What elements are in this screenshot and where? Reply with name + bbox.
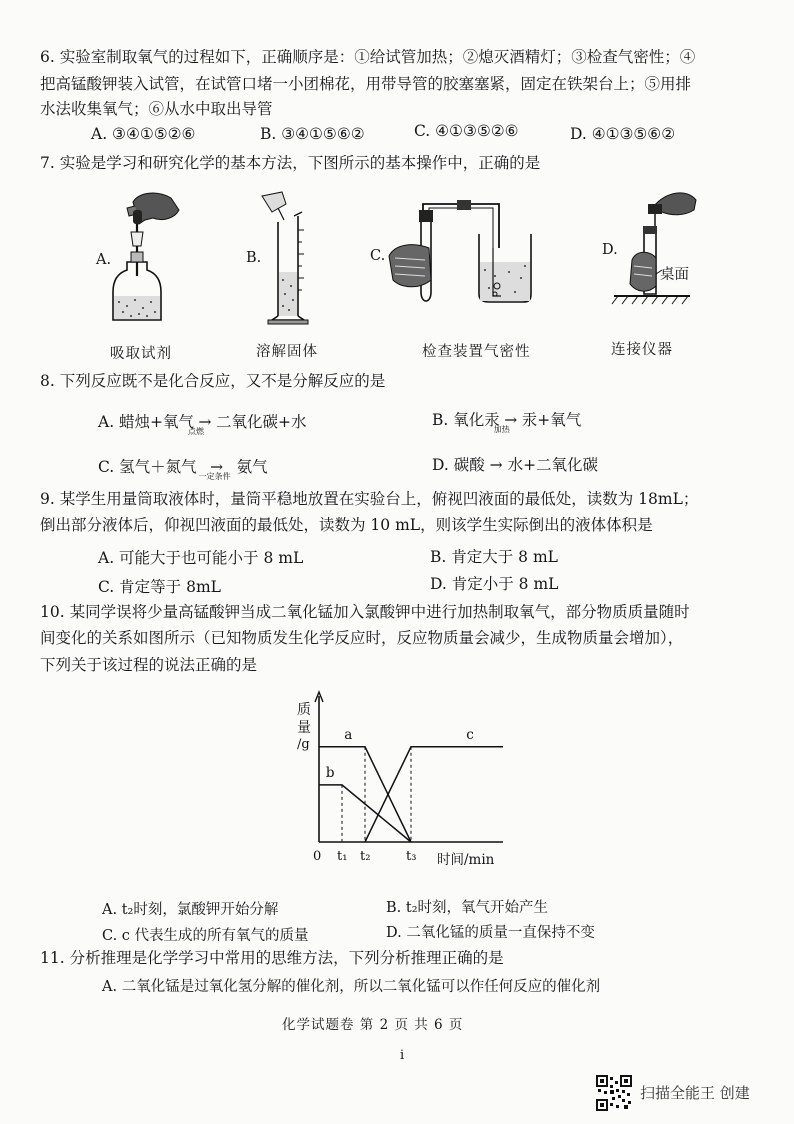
page-footer: 化学试题卷 第 2 页 共 6 页 (282, 1017, 464, 1033)
q8-b-condition: 加热 (493, 425, 510, 434)
q10-option-a: A. t₂时刻，氯酸钾开始分解 (102, 902, 279, 918)
x-tick-label-t3: t₃ (406, 849, 417, 864)
origin-label: 0 (313, 849, 322, 864)
stray-mark: i (400, 1048, 405, 1063)
y-axis-label-2: 量 (297, 720, 311, 736)
q6-option-b: B. ③④①⑤⑥② (260, 125, 365, 143)
y-axis-label-3: /g (297, 737, 310, 752)
y-axis-label-1: 质 (297, 702, 311, 718)
q8-c-condition: 一定条件 (198, 472, 231, 481)
q10-line-3: 下列关于该过程的说法正确的是 (40, 656, 258, 674)
q7-label-b: B. (246, 250, 262, 266)
qr-code-icon (596, 1075, 632, 1111)
q6-option-d: D. ④①③⑤⑥② (570, 125, 676, 143)
q6-line-3: 水法收集氧气；⑥从水中取出导管 (40, 100, 273, 118)
q6-line-1: 6. 实验室制取氧气的过程如下，正确顺序是：①给试管加热；②熄灭酒精灯；③检查气密性；④ (40, 48, 696, 66)
x-tick-label-t2: t₂ (360, 849, 371, 864)
mass-time-chart (295, 692, 535, 872)
q8-option-a: A. 蜡烛+氧气 → 点燃 二氧化碳+水 (98, 413, 307, 436)
q8-a-condition: 点燃 (188, 427, 205, 436)
q7-caption-c: 检查装置气密性 (422, 344, 531, 360)
q7-label-a: A. (96, 252, 112, 268)
q7-caption-a: 吸取试剂 (110, 346, 172, 362)
q9-line-1: 9. 某学生用量筒取液体时，量筒平稳地放置在实验台上，俯视凹液面的最低处，读数为 18mL； (40, 490, 699, 508)
q7-desk-label: 桌面 (660, 267, 689, 283)
q7-caption-b: 溶解固体 (256, 344, 318, 360)
q10-line-1: 10. 某同学误将少量高锰酸钾当成二氧化锰加入氯酸钾中进行加热制取氧气，部分物质质量随时 (40, 603, 690, 621)
q9-line-2: 倒出部分液体后，仰视凹液面的最低处，读数为 10 mL，则该学生实际倒出的液体体积是 (40, 516, 653, 534)
q8-option-b: B. 氧化汞 → 加热 汞+氧气 (432, 411, 582, 434)
q9-option-c: C. 肯定等于 8mL (98, 578, 221, 596)
figure-d-connect-apparatus (610, 186, 710, 326)
q10-option-d: D. 二氧化锰的质量一直保持不变 (386, 925, 595, 941)
series-label-a: a (344, 726, 353, 743)
q7-stem: 7. 实验是学习和研究化学的基本方法，下图所示的基本操作中，正确的是 (40, 154, 541, 172)
q9-option-a: A. 可能大于也可能小于 8 mL (98, 549, 304, 567)
q7-caption-d: 连接仪器 (611, 342, 673, 358)
q8-stem: 8. 下列反应既不是化合反应，又不是分解反应的是 (40, 372, 386, 390)
q8-option-c: C. 氢气＋氮气 → 一定条件 氨气 (98, 458, 268, 481)
q6-option-a: A. ③④①⑤②⑥ (91, 125, 196, 143)
series-label-b: b (325, 764, 335, 781)
q10-option-b: B. t₂时刻，氧气开始产生 (386, 900, 549, 916)
q9-option-d: D. 肯定小于 8 mL (430, 575, 559, 593)
figure-b-cylinder (258, 190, 318, 330)
q11-option-a: A. 二氧化锰是过氧化氢分解的催化剂，所以二氧化锰可以作任何反应的催化剂 (102, 979, 601, 995)
x-tick-label-t1: t₁ (337, 849, 348, 864)
q10-option-c: C. c 代表生成的所有氧气的质量 (102, 928, 309, 944)
q7-label-c: C. (370, 248, 386, 264)
q7-label-d: D. (602, 242, 618, 258)
q6-option-c: C. ④①③⑤②⑥ (414, 122, 519, 140)
q6-line-2: 把高锰酸钾装入试管，在试管口堵一小团棉花，用带导管的胶塞塞紧，固定在铁架台上；⑤用排 (40, 75, 692, 93)
figure-a-dropper (105, 188, 185, 328)
x-axis-label: 时间/min (437, 852, 495, 868)
scanner-watermark: 扫描全能王 创建 (640, 1084, 750, 1102)
q10-line-2: 间变化的关系如图所示（已知物质发生化学反应时，反应物质量会减少，生成物质量会增加）， (40, 629, 684, 647)
series-label-c: c (466, 726, 474, 743)
q9-option-b: B. 肯定大于 8 mL (430, 548, 558, 566)
figure-c-airtight-check (385, 196, 535, 316)
q11-stem: 11. 分析推理是化学学习中常用的思维方法，下列分析推理正确的是 (40, 949, 504, 967)
series-line-c (365, 747, 503, 842)
q8-option-d: D. 碳酸 → 水+二氧化碳 (432, 456, 599, 474)
